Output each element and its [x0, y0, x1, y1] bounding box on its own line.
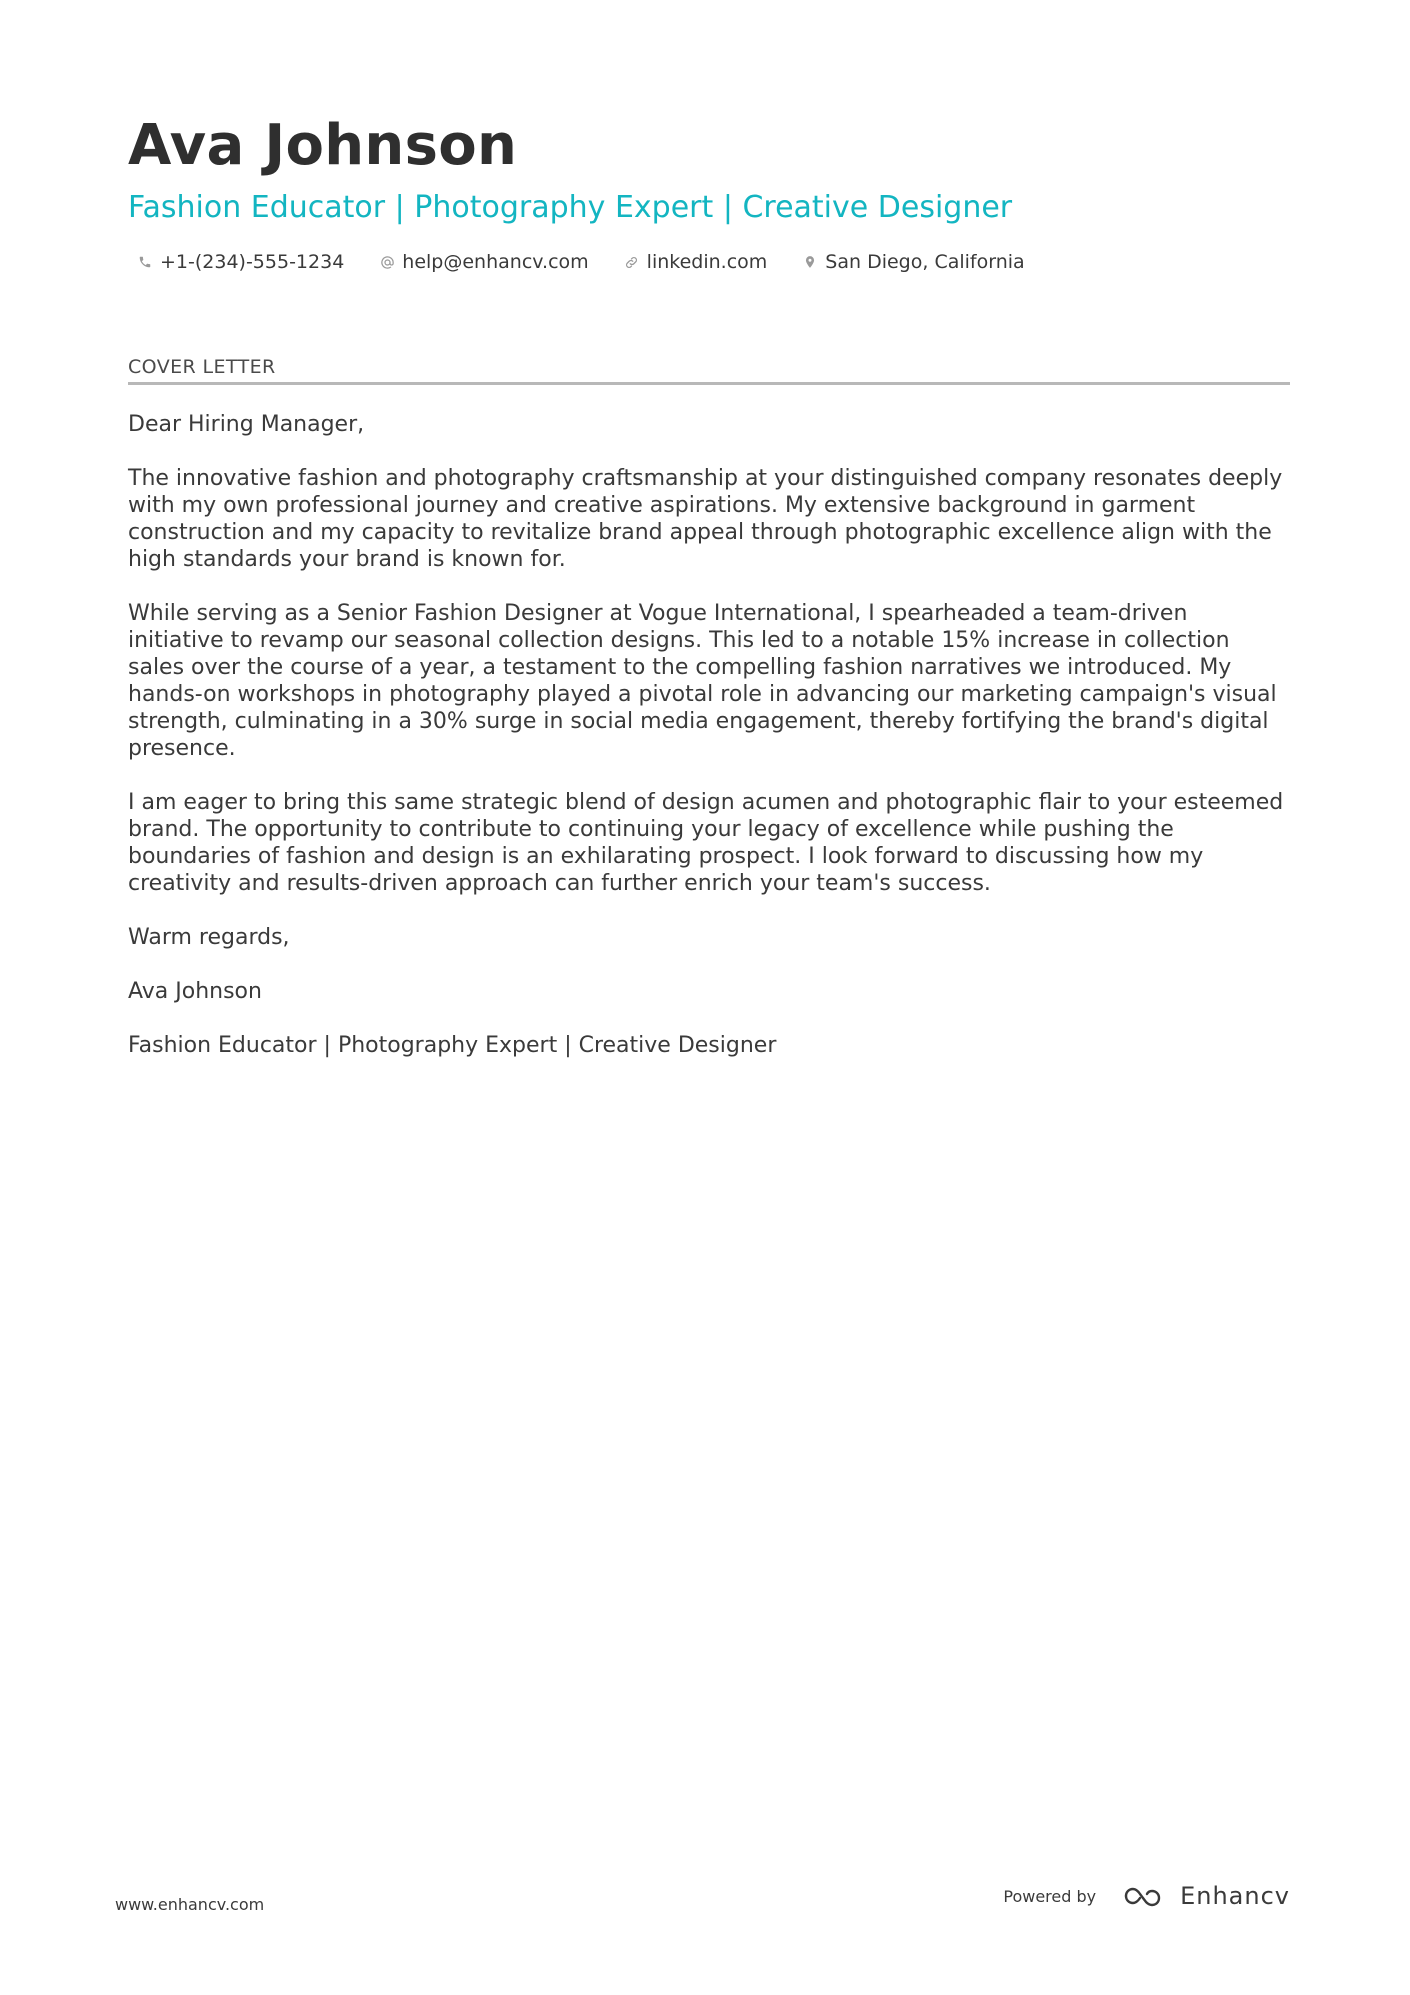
- location-icon: [801, 253, 819, 271]
- applicant-headline: Fashion Educator | Photography Expert | Creative Designer: [128, 190, 1013, 225]
- linkedin-text[interactable]: linkedin.com: [646, 251, 768, 273]
- at-icon: [378, 253, 396, 271]
- applicant-name: Ava Johnson: [128, 113, 518, 178]
- letter-closing: Warm regards,: [128, 925, 290, 950]
- letter-paragraph: While serving as a Senior Fashion Designer at Vogue International, I spearheaded a team-driven initiative to revamp our seasonal collection designs. This led to a notable 15% increase in collection sales over the course of a year, a testament to the compelling fashion narratives we introduced. My hands-on workshops in photography played a pivotal role in advancing our marketing campaign's visual strength, culminating in a 30% surge in social media engagement, thereby fortifying the brand's digital presence.: [128, 601, 1277, 761]
- enhancv-brand-text: Enhancv: [1180, 1882, 1290, 1910]
- contact-bar: [128, 248, 1290, 276]
- cover-letter-page: [128, 110, 1290, 1086]
- enhancv-logo-icon: [1122, 1884, 1168, 1908]
- letter-signature: Ava Johnson: [128, 979, 262, 1004]
- location-text: San Diego, California: [825, 251, 1025, 273]
- footer-branding: [1003, 1882, 1290, 1910]
- email-text[interactable]: help@enhancv.com: [402, 251, 589, 273]
- letter-body: [128, 411, 1290, 1059]
- contact-linkedin: [615, 248, 768, 276]
- contact-location: [793, 248, 1024, 276]
- contact-phone: [128, 248, 344, 276]
- phone-icon: [136, 253, 154, 271]
- link-icon: [623, 253, 641, 271]
- section-title-cover-letter: COVER LETTER: [128, 354, 1290, 385]
- powered-by-text: Powered by: [1003, 1886, 1097, 1906]
- letter-signature-title: Fashion Educator | Photography Expert | Creative Designer: [128, 1033, 777, 1058]
- phone-text[interactable]: +1-(234)-555-1234: [160, 251, 345, 273]
- footer-website[interactable]: www.enhancv.com: [115, 1895, 265, 1914]
- letter-paragraph: I am eager to bring this same strategic blend of design acumen and photographic flair to your esteemed brand. The opportunity to contribute to continuing your legacy of excellence while pushing the boundaries of fashion and design is an exhilarating prospect. I look forward to discussing how my creativity and results-driven approach can further enrich your team's success.: [128, 790, 1284, 896]
- contact-email: [370, 248, 588, 276]
- letter-greeting: Dear Hiring Manager,: [128, 412, 365, 437]
- letter-paragraph: The innovative fashion and photography craftsmanship at your distinguished company resonates deeply with my own professional journey and creative aspirations. My extensive background in garment construction and my capacity to revitalize brand appeal through photographic excellence align with the high standards your brand is known for.: [128, 466, 1283, 572]
- enhancv-logo[interactable]: [1122, 1882, 1290, 1910]
